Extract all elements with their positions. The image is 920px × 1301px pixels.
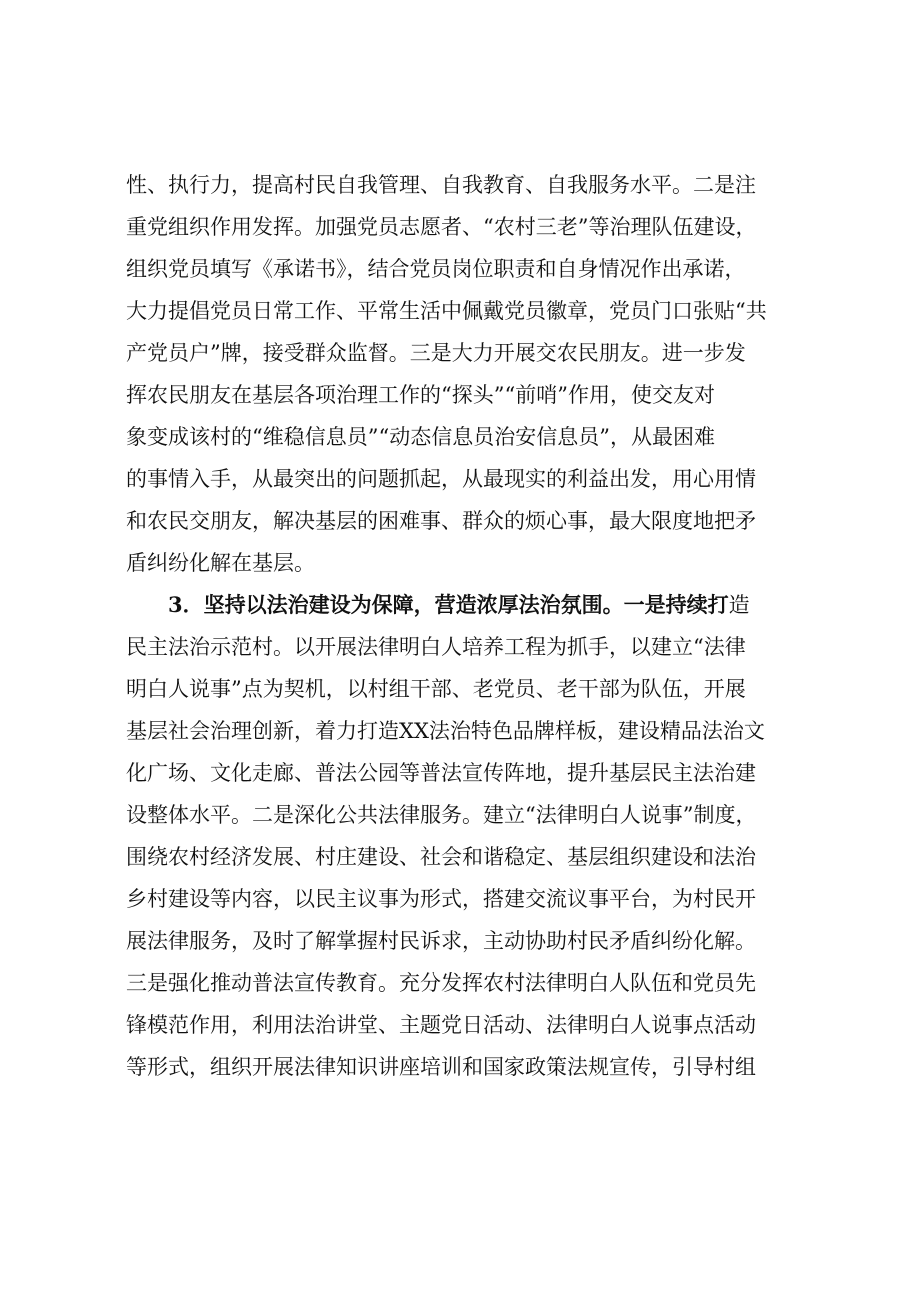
paragraph-line: 重党组织作用发挥。加强党员志愿者、“农村三老”等治理队伍建设，: [126, 215, 757, 239]
paragraph-line: 设整体水平。二是深化公共法律服务。建立“法律明白人说事”制度，: [126, 803, 757, 827]
paragraph-line: 等形式，组织开展法律知识讲座培训和国家政策法规宣传，引导村组: [126, 1055, 756, 1079]
paragraph-line: 民主法治示范村。以开展法律明白人培养工程为抓手，以建立“法律: [126, 635, 746, 659]
paragraph-line: 大力提倡党员日常工作、平常生活中佩戴党员徽章，党员门口张贴“共: [126, 299, 767, 323]
document-body: [126, 164, 826, 1088]
paragraph-line: 三是强化推动普法宣传教育。充分发挥农村法律明白人队伍和党员先: [126, 971, 756, 995]
paragraph-line: 明白人说事”点为契机，以村组干部、老党员、老干部为队伍，开展: [126, 677, 746, 701]
paragraph-line: 乡村建设等内容，以民主议事为形式，搭建交流议事平台，为村民开: [126, 887, 756, 911]
section-3-heading-line: [126, 584, 826, 626]
paragraph-line: 挥农民朋友在基层各项治理工作的“探头”“前哨”作用，使交友对: [126, 383, 715, 407]
paragraph-line: 产党员户”牌，接受群众监督。三是大力开展交农民朋友。进一步发: [126, 341, 746, 365]
section-3-heading: 3．坚持以法治建设为保障，营造浓厚法治氛围。一是持续打: [168, 592, 729, 617]
paragraph-line: 和农民交朋友，解决基层的困难事、群众的烦心事，最大限度地把矛: [126, 509, 756, 533]
paragraph-line: 组织党员填写《承诺书》，结合党员岗位职责和自身情况作出承诺，: [126, 257, 746, 281]
paragraph-line: 性、执行力，提高村民自我管理、自我教育、自我服务水平。二是注: [126, 173, 756, 197]
section-3-heading-tail: 造: [728, 593, 750, 617]
paragraph-line: 化广场、文化走廊、普法公园等普法宣传阵地，提升基层民主法治建: [126, 761, 756, 785]
paragraph-line: 围绕农村经济发展、村庄建设、社会和谐稳定、基层组织建设和法治: [126, 845, 756, 869]
paragraph-line: 基层社会治理创新，着力打造XX法治特色品牌样板，建设精品法治文: [126, 719, 765, 743]
paragraph-line: 展法律服务，及时了解掌握村民诉求，主动协助村民矛盾纠纷化解。: [126, 929, 756, 953]
paragraph-line: 象变成该村的“维稳信息员”“动态信息员治安信息员”，从最困难: [126, 425, 715, 449]
paragraph-line: 的事情入手，从最突出的问题抓起，从最现实的利益出发，用心用情: [126, 467, 756, 491]
paragraph-line: 锋模范作用，利用法治讲堂、主题党日活动、法律明白人说事点活动: [126, 1013, 756, 1037]
paragraph-line: 盾纠纷化解在基层。: [126, 551, 315, 575]
